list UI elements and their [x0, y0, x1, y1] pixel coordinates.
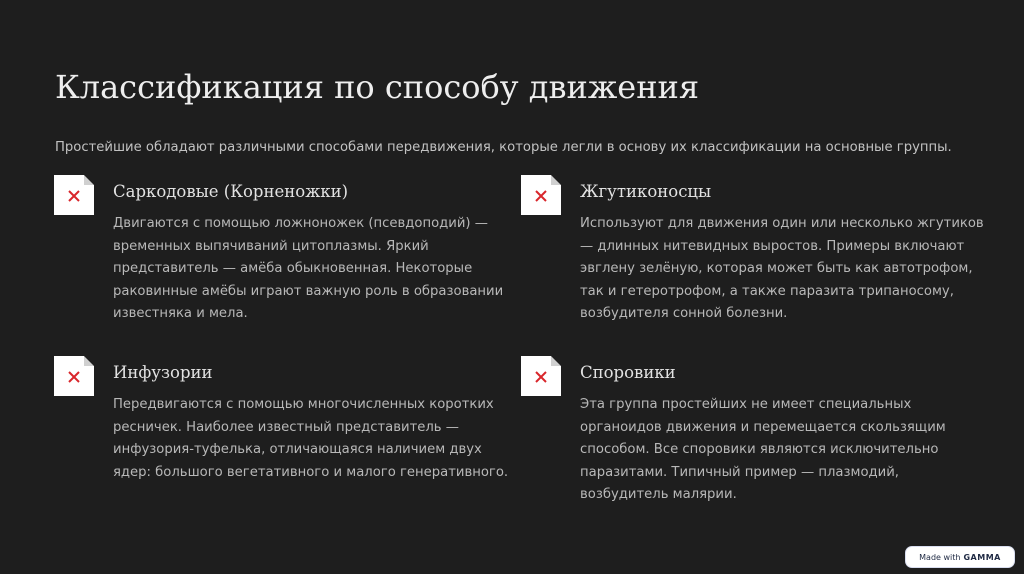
card-description: Эта группа простейших не имеет специальных органоидов движения и перемещается скользящим способом. Все споровики являются исключительно паразитами. Типичный пример — плазмодий, возбудитель малярии. [580, 397, 946, 502]
card-heading: Жгутиконосцы [580, 182, 712, 201]
broken-image-icon [521, 356, 561, 396]
slide-title: Классификация по способу движения [55, 68, 700, 106]
made-with-gamma-badge[interactable] [905, 546, 1015, 568]
badge-prefix: Made with [919, 552, 961, 562]
card-description: Используют для движения один или несколько жгутиков — длинных нитевидных выростов. Примеры включают эвглену зелёную, которая может быть как автотрофом, так и гетеротрофом, а также паразита трипаносому, возбудителя сонной болезни. [580, 216, 984, 321]
card-description: Двигаются с помощью ложноножек (псевдоподий) — временных выпячиваний цитоплазмы. Яркий представитель — амёба обыкновенная. Некоторые раковинные амёбы играют важную роль в образовании известняка и мела. [113, 216, 504, 321]
gamma-logo: GAMMA [963, 552, 1001, 562]
card-description: Передвигаются с помощью многочисленных коротких ресничек. Наиболее известный представитель — инфузория-туфелька, отличающаяся наличием двух ядер: большого вегетативного и малого генеративного. [113, 397, 509, 480]
card-heading: Инфузории [113, 363, 213, 382]
broken-image-icon [521, 175, 561, 215]
broken-image-icon [54, 175, 94, 215]
broken-image-icon [54, 356, 94, 396]
card-heading: Споровики [580, 363, 676, 382]
slide-subtitle: Простейшие обладают различными способами передвижения, которые легли в основу их классификации на основные группы. [55, 140, 952, 155]
card-heading: Саркодовые (Корненожки) [113, 182, 349, 201]
